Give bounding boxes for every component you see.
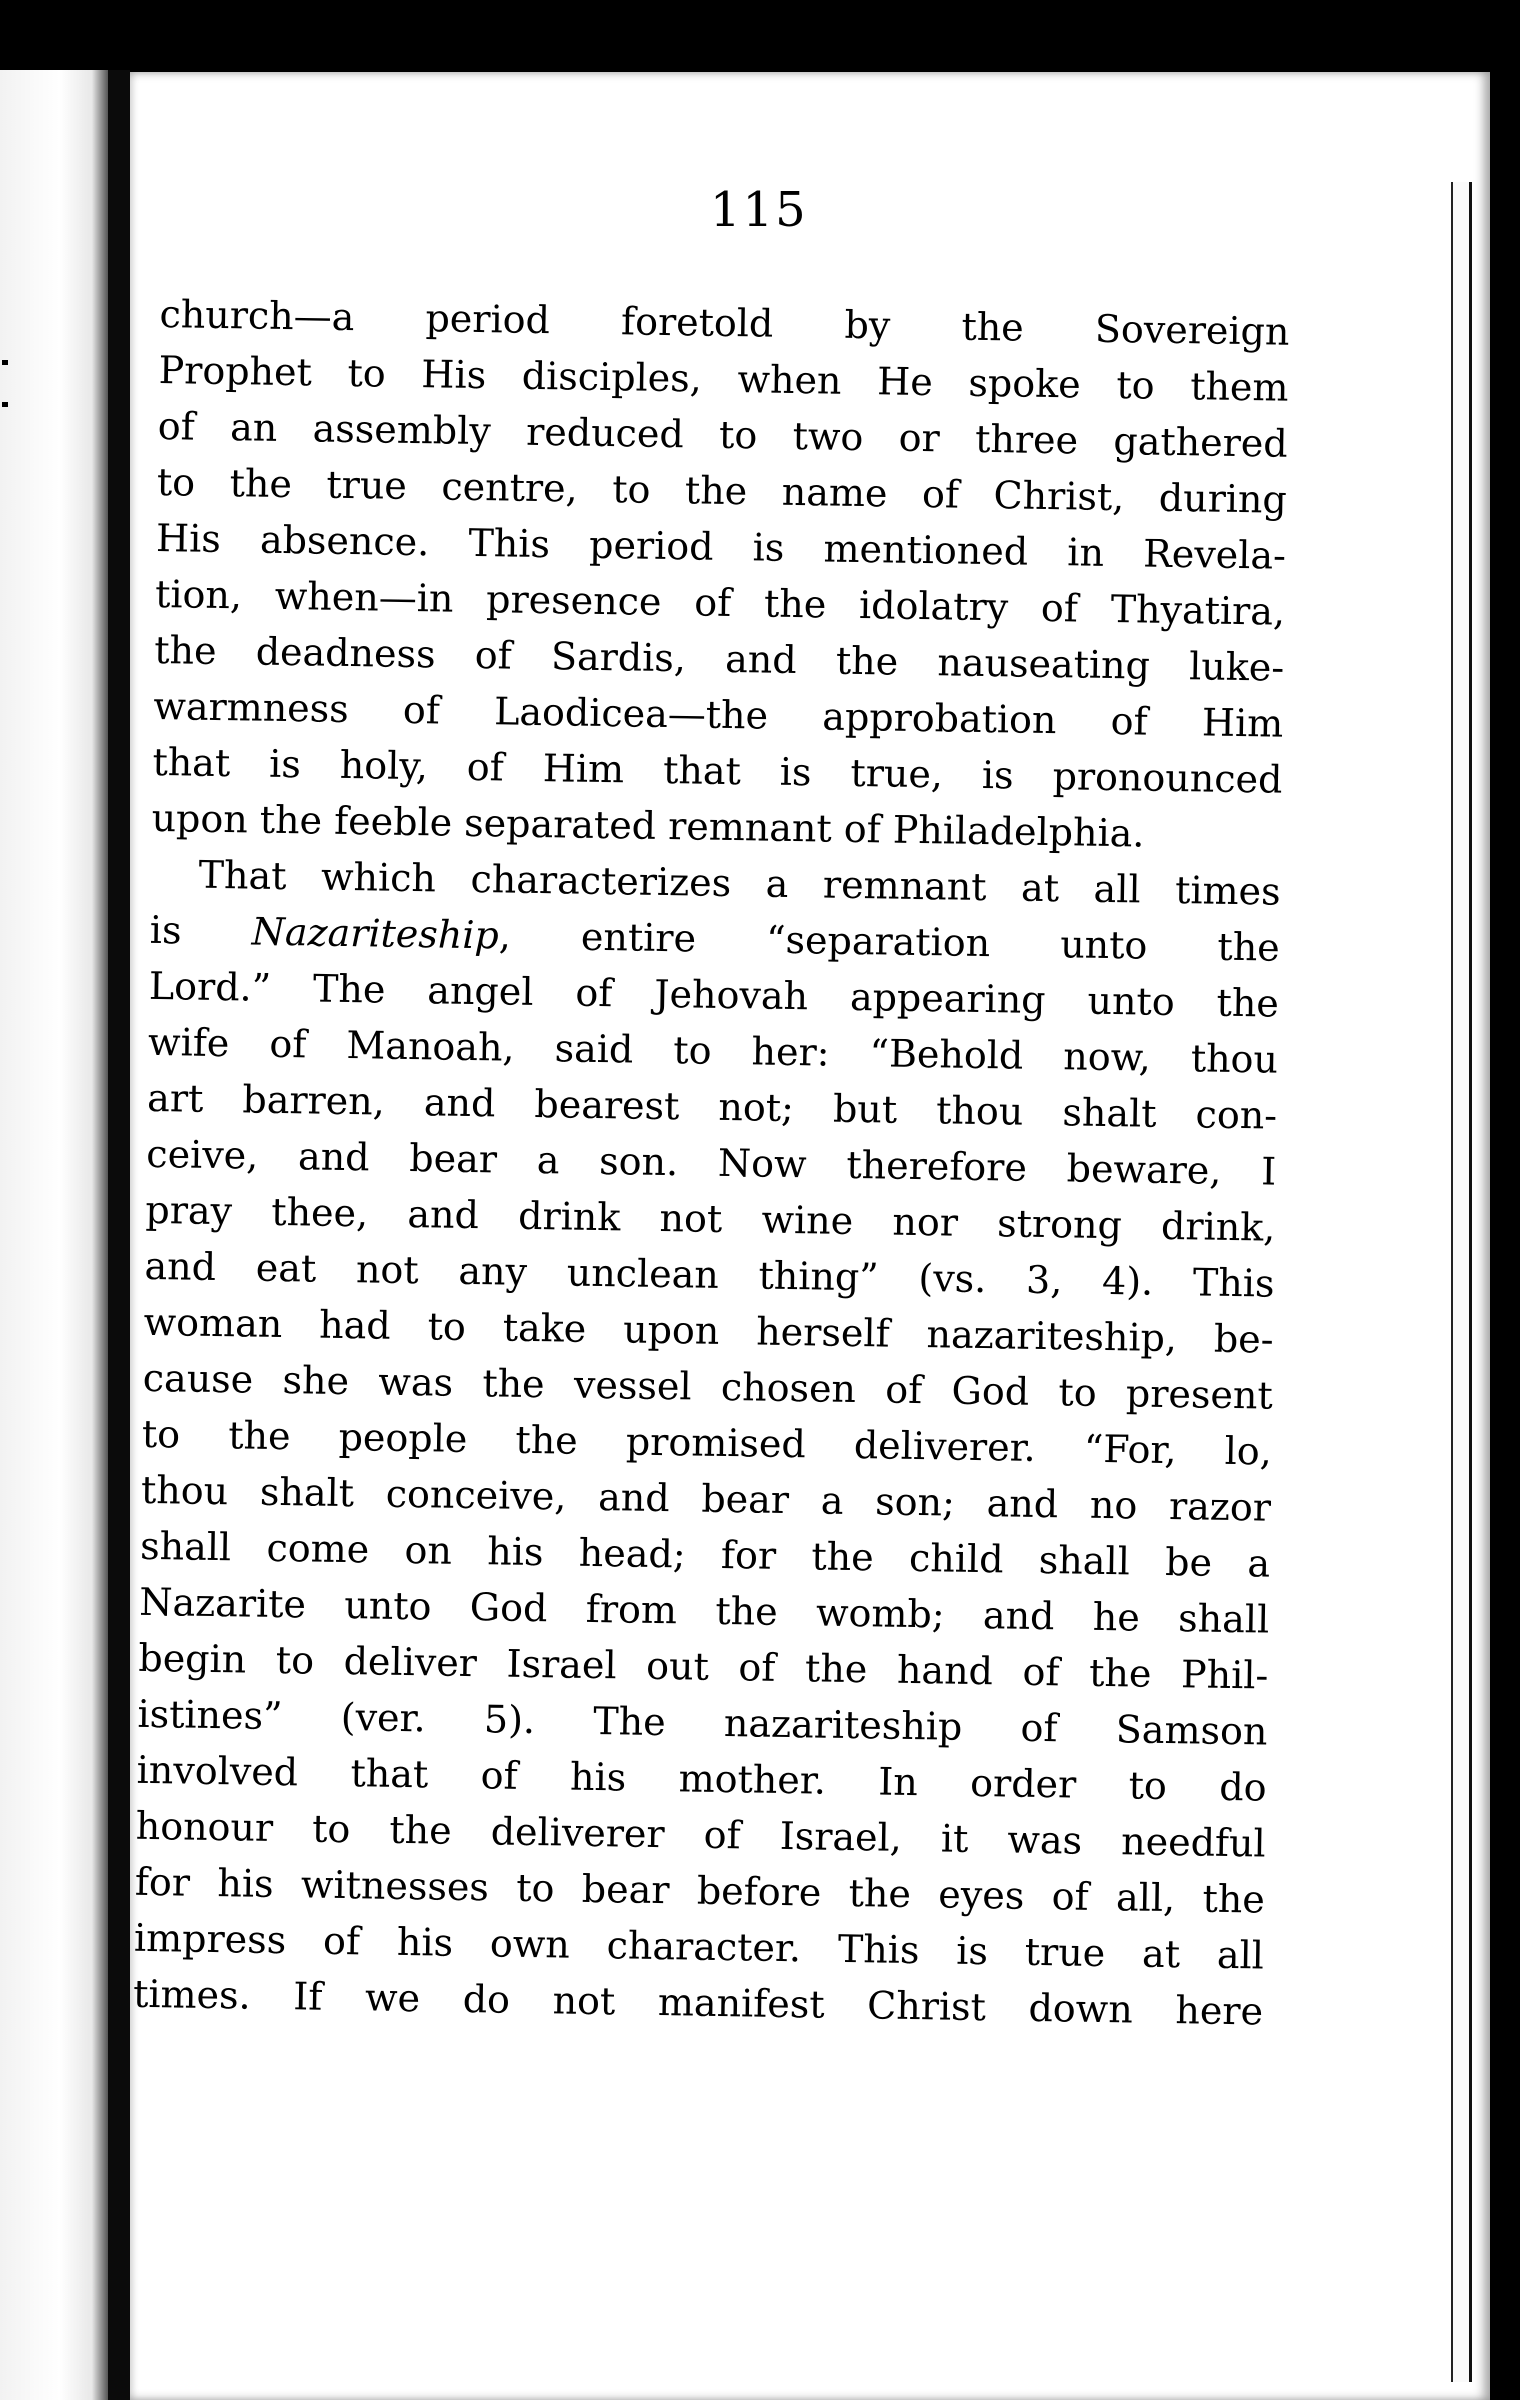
text-line: church—a period foretold by the Sovereign bbox=[159, 291, 1290, 354]
text-line: to the people the promised deliverer. “For, lo, bbox=[141, 1411, 1273, 1474]
margin-mark bbox=[2, 402, 8, 407]
text-line: that is holy, of Him that is true, is pronounced bbox=[152, 739, 1283, 802]
text-line: Nazarite unto God from the womb; and he shall bbox=[138, 1579, 1270, 1642]
text-line: upon the feeble separated remnant of Philadelphia. bbox=[151, 795, 1145, 856]
text-line: begin to deliver Israel out of the hand of the Phil- bbox=[138, 1635, 1269, 1698]
text-line: times. If we do not manifest Christ down here bbox=[132, 1971, 1264, 2034]
text-line: art barren, and bearest not; but thou shalt con- bbox=[146, 1075, 1278, 1138]
previous-page-edge bbox=[0, 70, 108, 2400]
text-line: impress of his own character. This is true at all bbox=[133, 1915, 1265, 1978]
text-line: the deadness of Sardis, and the nauseating luke- bbox=[153, 627, 1285, 690]
text-line: tion, when—in presence of the idolatry of Thyatira, bbox=[154, 571, 1286, 634]
body-text bbox=[133, 286, 1290, 2040]
italic-term: Nazariteship bbox=[251, 909, 500, 958]
text-line: Lord.” The angel of Jehovah appearing unto the bbox=[148, 963, 1280, 1026]
text-line: thou shalt conceive, and bear a son; and no razor bbox=[140, 1467, 1272, 1530]
text-line: of an assembly reduced to two or three gathered bbox=[157, 403, 1289, 466]
text-line: woman had to take upon herself nazariteship, be- bbox=[143, 1299, 1274, 1362]
text-line: is Nazariteship, entire “separation unto the bbox=[149, 907, 1281, 970]
text-line: That which characterizes a remnant at all times bbox=[198, 852, 1281, 914]
text-line: to the true centre, to the name of Christ, during bbox=[156, 459, 1288, 522]
page-number: 115 bbox=[710, 182, 808, 238]
text-line: for his witnesses to bear before the eyes of all, the bbox=[134, 1859, 1266, 1922]
text-line: warmness of Laodicea—the approbation of Him bbox=[153, 683, 1284, 746]
text-line: His absence. This period is mentioned in Revela- bbox=[155, 515, 1287, 578]
book-gutter bbox=[108, 70, 130, 2400]
page-fore-edge bbox=[1451, 182, 1472, 2382]
text-line: and eat not any unclean thing” (vs. 3, 4). This bbox=[144, 1243, 1275, 1306]
text-line: Prophet to His disciples, when He spoke to them bbox=[158, 347, 1289, 410]
text-line: cause she was the vessel chosen of God to present bbox=[142, 1355, 1274, 1418]
text-line: pray thee, and drink not wine nor strong drink, bbox=[145, 1187, 1276, 1250]
margin-mark bbox=[2, 360, 8, 365]
text-line: ceive, and bear a son. Now therefore beware, I bbox=[146, 1131, 1277, 1194]
text-line: shall come on his head; for the child shall be a bbox=[139, 1523, 1271, 1586]
text-line: honour to the deliverer of Israel, it was needful bbox=[135, 1803, 1267, 1866]
text-line: istines” (ver. 5). The nazariteship of Samson bbox=[137, 1691, 1268, 1754]
text-line: wife of Manoah, said to her: “Behold now, thou bbox=[147, 1019, 1279, 1082]
text-line: involved that of his mother. In order to do bbox=[136, 1747, 1267, 1810]
